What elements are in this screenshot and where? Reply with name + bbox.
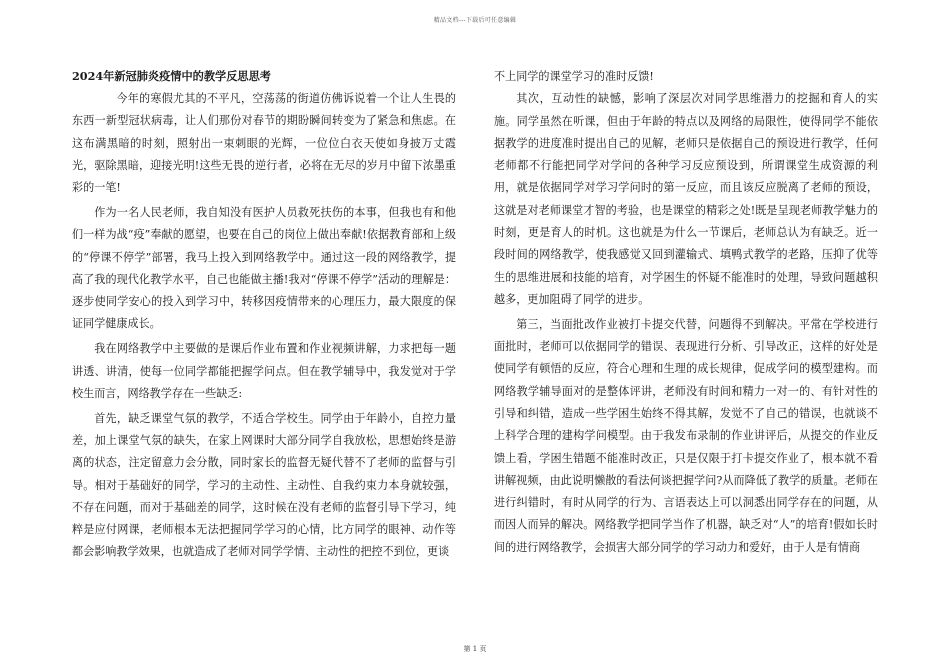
paragraph: 今年的寒假尤其的不平凡，空荡荡的街道仿佛诉说着一个让人生畏的东西一新型冠状病毒，让人们那份对春节的期盼瞬间转变为了紧急和焦虑。在这布满黑暗的时刻，照射出一束刺眼的光辉，一位位白衣天使如身披万丈霞光，驱除黑暗，迎接光明!这些无畏的逆行者，必将在无尽的岁月中留下浓墨重彩的一笔!: [72, 92, 456, 195]
document-title: 2024年新冠肺炎疫情中的教学反思思考: [72, 69, 271, 83]
page-header-watermark: 精品文档---下载后可任意编辑: [433, 17, 517, 24]
paragraph: 第三，当面批改作业被打卡提交代替，问题得不到解决。平常在学校进行面批时，老师可以依据同学的错误、表现进行分析、引导改正，这样的好处是使同学有顿悟的反应，符合心理和生理的成长规律，促成学问的模型建构。而网络教学辅导面对的是整体评讲，老师没有时间和精力一对一的、有针对性的引导和纠错，造成一些学困生始终不得其解，发觉不了自己的错误，也就谈不上科学合理的建构学问模型。由于我发布录制的作业讲评后，从提交的作业反馈上看，学困生错题不能准时改正，只是仅限于打卡提交作业了，根本就不看讲解视频，由此说明懒散的看法何谈把握学问?从而降低了教学的质量。老师在进行纠错时，有时从同学的行为、言语表达上可以洞悉出同学存在的问题，从而因人而异的解决。网络教学把同学当作了机器，缺乏对“人”的培育!假如长时间的进行网络教学，会损害大部分同学的学习动力和爱好，由于人是有情商: [494, 317, 878, 554]
paragraph: 其次，互动性的缺憾，影响了深层次对同学思维潜力的挖掘和育人的实施。同学虽然在听课，但由于年龄的特点以及网络的局限性，使得同学不能依据教学的进度准时提出自己的见解，老师只是依据自己的预设进行教学，任何老师都不行能把同学对学问的各种学习反应预设到，所谓课堂生成资源的利用，就是依据同学对学习学问时的第一反应，而且该反应脱离了老师的预设，这就是对老师课堂才智的考验，也是课堂的精彩之处!既是呈现老师教学魅力的时刻，更是育人的时机。这也就是为什么一节课后，老师总认为有缺乏。近一段时间的网络教学，使我感觉又回到灌输式、填鸭式教学的老路，压抑了优等生的思维进展和技能的培育，对学困生的怀疑不能准时的处理，导致问题越积越多，更加阻碍了同学的进步。: [494, 92, 878, 306]
right-column: [494, 66, 878, 562]
left-column: [72, 66, 456, 566]
paragraph: 我在网络教学中主要做的是课后作业布置和作业视频讲解，力求把每一题讲透、讲清，使每一位同学都能把握学问点。但在教学辅导中，我发觉对于学校生而言，网络教学存在一些缺乏:: [72, 342, 456, 400]
paragraph: 首先，缺乏课堂气氛的教学，不适合学校生。同学由于年龄小，自控力量差，加上课堂气氛的缺失，在家上网课时大部分同学自我放松，思想始终是游离的状态，注定留意力会分散，同时家长的监督无疑代替不了老师的监督与引导。相对于基础好的同学，学习的主动性、主动性、自我约束力本身就较强，不存在问题，而对于基础差的同学，这时候在没有老师的监督引导下学习，纯粹是应付网课，老师根本无法把握同学学习的心情，比方同学的眼神、动作等都会影响教学效果，也就造成了老师对同学学情、主动性的把控不到位，更谈: [72, 411, 456, 559]
paragraph: 作为一名人民老师，我自知没有医护人员救死扶伤的本事，但我也有和他们一样为战“疫”奉献的愿望，也要在自己的岗位上做出奉献!依据教育部和上级的“停课不停学”部署，我马上投入到网络教学中。通过这一段的网络教学，提高了我的现代化教学水平，自己也能做主播!我对“停课不停学”活动的理解是：逐步使同学安心的投入到学习中，转移因疫情带来的心理压力，最大限度的保证同学健康成长。: [72, 205, 456, 331]
page-number: 第 1 页: [463, 645, 487, 653]
paragraph-continuation: 不上同学的课堂学习的准时反馈!: [494, 70, 654, 83]
